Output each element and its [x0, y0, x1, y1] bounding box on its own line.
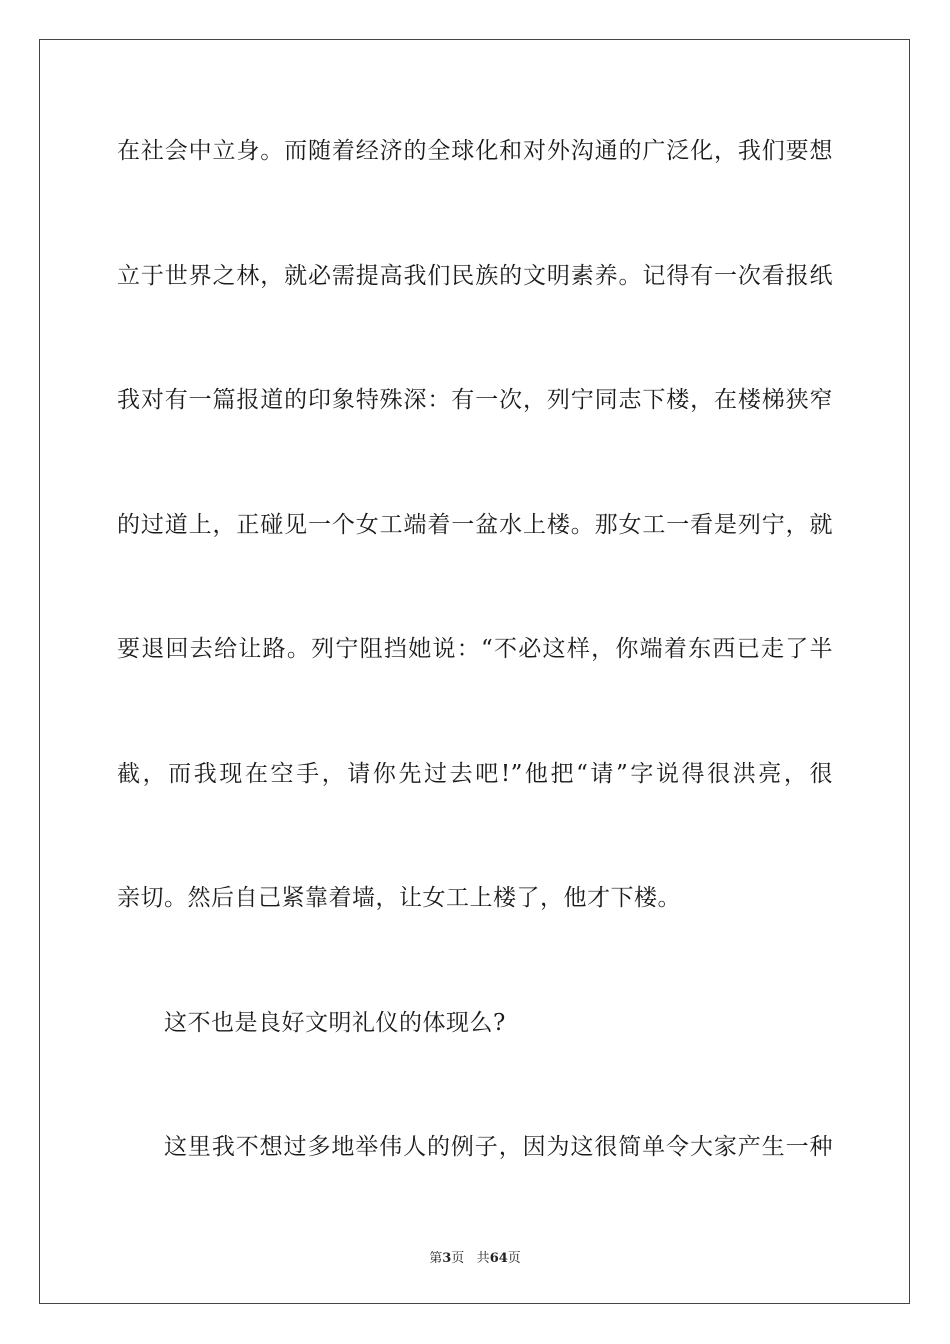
- page-prefix: 第: [429, 1251, 443, 1266]
- text-line: 截，而我现在空手，请你先过去吧!”他把“请”字说得很洪亮，很: [117, 760, 833, 787]
- paragraph-first-line: 这不也是良好文明礼仪的体现么?: [164, 1009, 506, 1036]
- total-prefix: 共: [476, 1251, 490, 1266]
- page-footer: [0, 1247, 950, 1266]
- text-line: 我对有一篇报道的印象特殊深：有一次，列宁同志下楼，在楼梯狭窄: [117, 387, 833, 413]
- text-line: 立于世界之林，就必需提高我们民族的文明素养。记得有一次看报纸: [117, 262, 833, 289]
- paragraph-first-line: 这里我不想过多地举伟人的例子，因为这很简单令大家产生一种: [164, 1134, 833, 1160]
- text-line: 亲切。然后自己紧靠着墙，让女工上楼了，他才下楼。: [117, 885, 681, 911]
- total-suffix: 页: [507, 1251, 521, 1266]
- page-suffix: 页: [451, 1251, 465, 1266]
- total-pages: 64: [489, 1251, 508, 1266]
- text-line: 要退回去给让路。列宁阻挡她说：“不必这样，你端着东西已走了半: [117, 636, 833, 662]
- page-number: 3: [442, 1251, 452, 1266]
- body-text: [117, 128, 833, 1249]
- text-line: 在社会中立身。而随着经济的全球化和对外沟通的广泛化，我们要想: [117, 138, 833, 164]
- text-line: 的过道上，正碰见一个女工端着一盆水上楼。那女工一看是列宁，就: [117, 511, 833, 538]
